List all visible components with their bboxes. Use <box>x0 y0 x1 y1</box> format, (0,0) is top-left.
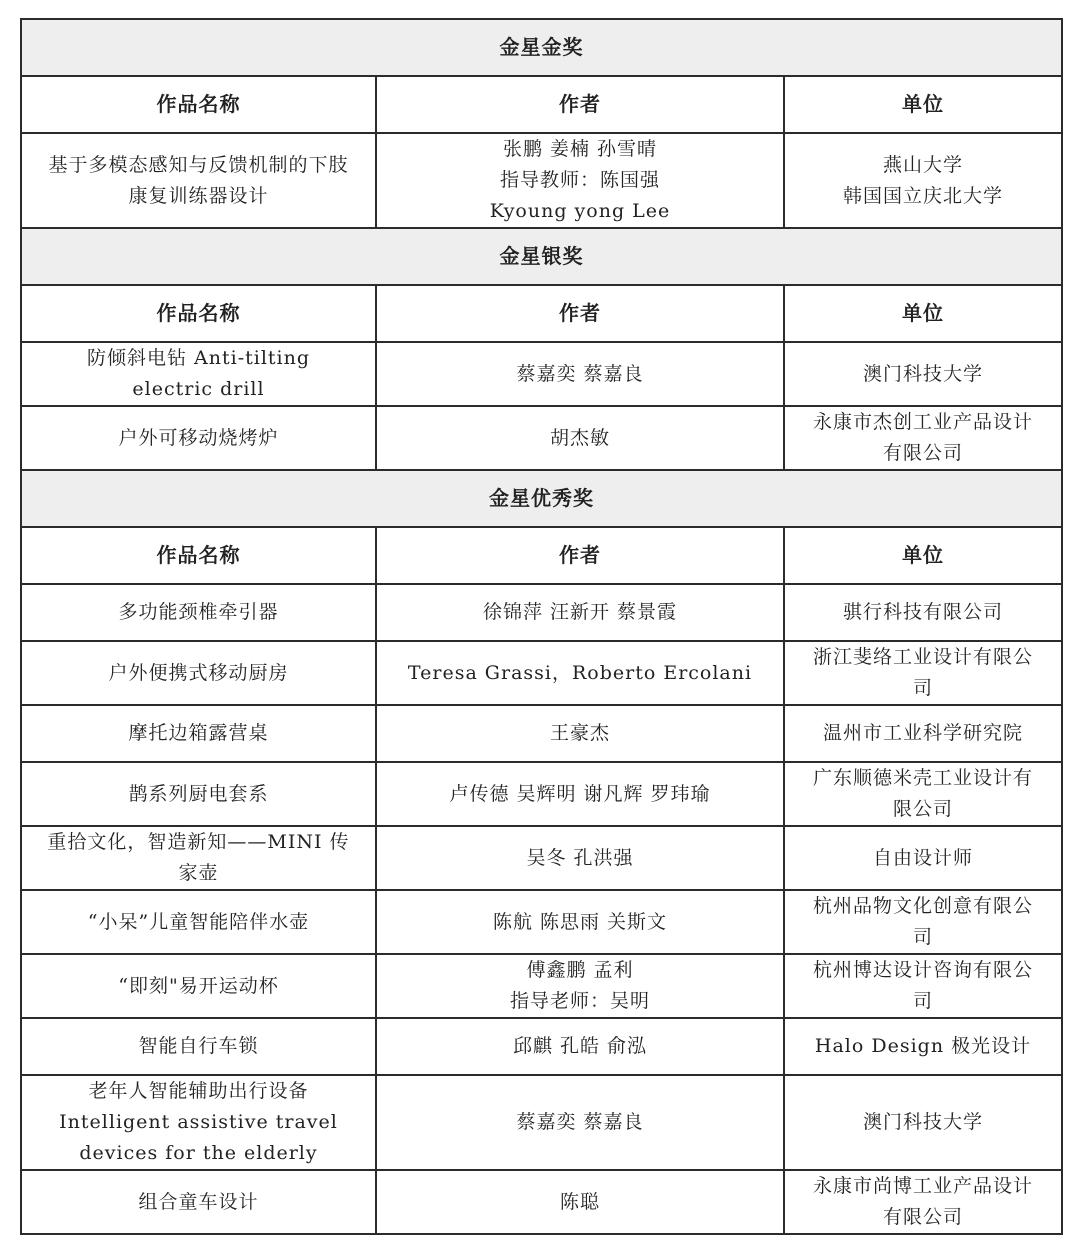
work-line: 家壶 <box>178 862 219 884</box>
author-line: 邱麒 孔皓 俞泓 <box>512 1035 648 1057</box>
work-line: “即刻"易开运动杯 <box>118 974 279 997</box>
work-cell <box>21 890 376 954</box>
author-line: 指导老师：吴明 <box>509 990 650 1012</box>
author-cell <box>376 705 784 762</box>
work-cell <box>21 1170 376 1234</box>
author-cell <box>376 1075 784 1170</box>
work-line: 摩托边箱露营桌 <box>128 722 269 744</box>
unit-cell <box>784 705 1062 762</box>
unit-line: 有限公司 <box>883 1206 964 1228</box>
table-row <box>21 826 1062 890</box>
table-row <box>21 954 1062 1018</box>
author-line: 陈航 陈思雨 关斯文 <box>492 910 668 933</box>
author-cell <box>376 1018 784 1075</box>
unit-cell <box>784 890 1062 954</box>
unit-cell <box>784 406 1062 470</box>
work-line: 多功能颈椎牵引器 <box>118 601 279 623</box>
unit-cell <box>784 954 1062 1018</box>
table-row <box>21 584 1062 641</box>
work-line: 康复训练器设计 <box>128 184 269 207</box>
author-cell <box>376 584 784 641</box>
work-line: 组合童车设计 <box>138 1190 259 1213</box>
table-row <box>21 406 1062 470</box>
author-cell <box>376 762 784 826</box>
unit-cell <box>784 762 1062 826</box>
work-cell <box>21 641 376 705</box>
section-title-row <box>21 470 1062 527</box>
unit-cell <box>784 1075 1062 1170</box>
work-line: 老年人智能辅助出行设备 <box>88 1080 309 1102</box>
unit-cell <box>784 826 1062 890</box>
column-header-row <box>21 76 1062 133</box>
unit-line: 限公司 <box>893 798 954 820</box>
author-cell <box>376 826 784 890</box>
column-header-work: 作品名称 <box>21 527 376 584</box>
column-header-work: 作品名称 <box>21 285 376 342</box>
section-title-row <box>21 19 1062 76</box>
unit-line: 永康市杰创工业产品设计 <box>813 411 1034 433</box>
column-header-unit: 单位 <box>784 527 1062 584</box>
work-cell <box>21 584 376 641</box>
work-cell <box>21 954 376 1018</box>
unit-line: 杭州品物文化创意有限公 <box>813 895 1034 917</box>
work-cell <box>21 1075 376 1170</box>
unit-line: 永康市尚博工业产品设计 <box>813 1175 1034 1197</box>
author-cell <box>376 641 784 705</box>
unit-line: 自由设计师 <box>873 846 974 869</box>
author-line: 蔡嘉奕 蔡嘉良 <box>516 1111 644 1133</box>
table-row <box>21 342 1062 406</box>
unit-line: 司 <box>913 990 934 1012</box>
table-row <box>21 1018 1062 1075</box>
section-title: 金星银奖 <box>21 228 1062 285</box>
work-line: 鹊系列厨电套系 <box>128 782 269 805</box>
author-line: 指导教师：陈国强 <box>499 169 660 191</box>
unit-line: 澳门科技大学 <box>863 362 984 385</box>
work-line: 户外便携式移动厨房 <box>108 661 289 684</box>
unit-cell <box>784 1018 1062 1075</box>
author-line: 吴冬 孔洪强 <box>526 846 634 869</box>
column-header-unit: 单位 <box>784 76 1062 133</box>
author-line: 胡杰敏 <box>549 426 610 449</box>
unit-cell <box>784 342 1062 406</box>
unit-cell <box>784 584 1062 641</box>
unit-line: 司 <box>913 926 934 948</box>
author-line: Kyoung yong Lee <box>489 200 671 222</box>
table-row <box>21 705 1062 762</box>
work-cell <box>21 133 376 228</box>
table-row <box>21 641 1062 705</box>
unit-line: 温州市工业科学研究院 <box>823 722 1024 744</box>
section-title-row <box>21 228 1062 285</box>
author-line: 卢传德 吴辉明 谢凡辉 罗玮瑜 <box>449 782 711 805</box>
unit-line: 有限公司 <box>883 442 964 464</box>
column-header-author: 作者 <box>376 76 784 133</box>
unit-line: Halo Design 极光设计 <box>814 1035 1032 1057</box>
section-title: 金星优秀奖 <box>21 470 1062 527</box>
work-line: 基于多模态感知与反馈机制的下肢 <box>48 153 349 176</box>
unit-line: 司 <box>913 677 934 699</box>
unit-cell <box>784 1170 1062 1234</box>
author-line: 蔡嘉奕 蔡嘉良 <box>516 362 644 385</box>
unit-line: 澳门科技大学 <box>863 1111 984 1133</box>
unit-cell <box>784 641 1062 705</box>
unit-line: 骐行科技有限公司 <box>843 601 1004 623</box>
column-header-row <box>21 527 1062 584</box>
author-cell <box>376 406 784 470</box>
table-row <box>21 890 1062 954</box>
work-cell <box>21 342 376 406</box>
table-row <box>21 762 1062 826</box>
unit-line: 杭州博达设计咨询有限公 <box>813 959 1034 981</box>
work-cell <box>21 1018 376 1075</box>
unit-line: 广东顺德米壳工业设计有 <box>813 767 1034 789</box>
author-cell <box>376 342 784 406</box>
author-line: 徐锦萍 汪新开 蔡景霞 <box>482 601 678 623</box>
table-row <box>21 133 1062 228</box>
column-header-row <box>21 285 1062 342</box>
author-line: 王豪杰 <box>549 722 610 744</box>
author-line: Teresa Grassi，Roberto Ercolani <box>407 661 753 684</box>
author-cell <box>376 954 784 1018</box>
author-line: 陈聪 <box>559 1190 600 1213</box>
unit-line: 燕山大学 <box>883 153 964 176</box>
author-line: 傅鑫鹏 孟利 <box>526 959 634 981</box>
work-cell <box>21 705 376 762</box>
unit-line: 浙江斐络工业设计有限公 <box>813 646 1034 668</box>
work-line: 重拾文化，智造新知——MINI 传 <box>47 831 350 853</box>
column-header-author: 作者 <box>376 285 784 342</box>
work-cell <box>21 406 376 470</box>
work-line: devices for the elderly <box>79 1142 318 1164</box>
awards-table <box>20 18 1063 1235</box>
work-cell <box>21 762 376 826</box>
section-title: 金星金奖 <box>21 19 1062 76</box>
unit-cell <box>784 133 1062 228</box>
unit-line: 韩国国立庆北大学 <box>843 184 1004 207</box>
awards-table-body <box>21 19 1062 1234</box>
author-cell <box>376 1170 784 1234</box>
work-line: 户外可移动烧烤炉 <box>118 426 279 449</box>
work-cell <box>21 826 376 890</box>
table-row <box>21 1075 1062 1170</box>
column-header-author: 作者 <box>376 527 784 584</box>
work-line: 智能自行车锁 <box>138 1035 259 1057</box>
author-cell <box>376 133 784 228</box>
work-line: electric drill <box>132 378 265 400</box>
column-header-unit: 单位 <box>784 285 1062 342</box>
work-line: “小呆”儿童智能陪伴水壶 <box>87 910 310 933</box>
table-row <box>21 1170 1062 1234</box>
author-cell <box>376 890 784 954</box>
work-line: Intelligent assistive travel <box>59 1111 338 1133</box>
column-header-work: 作品名称 <box>21 76 376 133</box>
work-line: 防倾斜电钻 Anti-tilting <box>86 347 311 369</box>
author-line: 张鹏 姜楠 孙雪晴 <box>502 138 658 160</box>
